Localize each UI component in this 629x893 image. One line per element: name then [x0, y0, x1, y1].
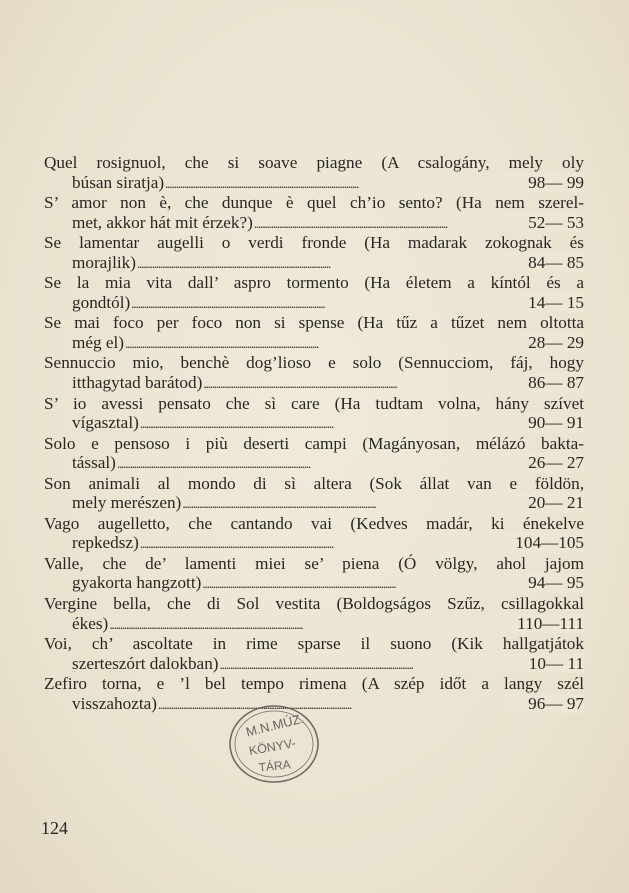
entry-title-line: Valle, che de’ lamenti miei se’ piena (Ó völgy, ahol jajom: [44, 553, 584, 573]
toc-entry-8: [44, 434, 584, 474]
toc-entry-4: [44, 273, 584, 313]
toc-entry-7: [44, 394, 584, 434]
page-number: 124: [41, 818, 68, 838]
entry-title-line: Zefiro torna, e ’l bel tempo rimena (A szép időt a langy szél: [44, 674, 584, 694]
table-of-contents: [44, 153, 584, 714]
entry-title-line: Quel rosignuol, che si soave piagne (A csalogány, mely oly: [44, 153, 584, 172]
toc-entry-12: [44, 594, 584, 634]
entry-page-range: 90— 91: [504, 413, 584, 433]
entry-title-continuation: még el) . . .: [72, 333, 317, 352]
toc-entry-10: [44, 514, 584, 554]
entry-page-range: 14— 15: [504, 293, 584, 313]
entry-title-line: Sennuccio mio, benchè dog’lioso e solo (Sennucciom, fáj, hogy: [44, 353, 584, 373]
entry-title-line: Voi, ch’ ascoltate in rime sparse il suono (Kik hallgatjátok: [44, 634, 584, 654]
stamp-text-top: M.N.MÚZ.: [244, 710, 306, 740]
entry-title-continuation: szerteszórt dalokban) . . .: [72, 654, 412, 673]
toc-entry-3: [44, 233, 584, 273]
entry-title-continuation: met, akkor hát mit érzek?) . . .: [72, 213, 446, 232]
toc-entry-1: [44, 153, 584, 193]
toc-entry-13: [44, 634, 584, 674]
toc-entry-11: [44, 554, 584, 594]
entry-page-range: 98— 99: [504, 173, 584, 193]
entry-title-line: Se mai foco per foco non si spense (Ha tűz a tűzet nem oltotta: [44, 313, 584, 333]
entry-title-continuation: morajlik) . . .: [72, 253, 329, 272]
entry-title-continuation: búsan siratja) . . .: [72, 173, 357, 192]
entry-page-range: 28— 29: [504, 333, 584, 353]
entry-title-continuation: ékes) . . .: [72, 614, 301, 633]
entry-title-line: Se la mia vita dall’ aspro tormento (Ha életem a kíntól és a: [44, 273, 584, 293]
entry-title-line: S’ amor non è, che dunque è quel ch’io sento? (Ha nem szerel-: [44, 193, 584, 213]
entry-page-range: 96— 97: [504, 694, 584, 714]
entry-title-line: Vergine bella, che di Sol vestita (Boldogságos Szűz, csillagokkal: [44, 594, 584, 614]
toc-entry-6: [44, 353, 584, 393]
entry-page-range: 26— 27: [504, 453, 584, 473]
entry-page-range: 94— 95: [504, 573, 584, 593]
entry-title-continuation: visszahozta) . . .: [72, 694, 350, 713]
entry-title-continuation: repkedsz) . . .: [72, 533, 332, 552]
entry-page-range: 110—111: [504, 614, 584, 634]
toc-entry-9: [44, 474, 584, 514]
entry-page-range: 10— 11: [504, 654, 584, 674]
entry-title-line: Vago augelletto, che cantando vai (Kedves madár, ki énekelve: [44, 513, 584, 533]
toc-entry-2: [44, 193, 584, 233]
library-stamp: [226, 703, 322, 785]
entry-title-continuation: gondtól) . . .: [72, 293, 323, 312]
entry-title-continuation: mely merészen) . . .: [72, 493, 374, 512]
entry-title-line: Solo e pensoso i più deserti campi (Magányosan, mélázó bakta-: [44, 433, 584, 453]
entry-title-line: Se lamentar augelli o verdi fronde (Ha madarak zokognak és: [44, 233, 584, 253]
entry-title-line: Son animali al mondo di sì altera (Sok állat van e földön,: [44, 473, 584, 493]
entry-page-range: 20— 21: [504, 493, 584, 513]
entry-title-continuation: tással) . . .: [72, 453, 309, 472]
entry-title-continuation: vígasztal) . . .: [72, 413, 332, 432]
entry-page-range: 104—105: [504, 533, 584, 553]
stamp-text-middle: KÖNYV-: [247, 736, 297, 759]
entry-page-range: 52— 53: [504, 213, 584, 233]
stamp-text-bottom: TÁRA: [257, 757, 292, 775]
entry-page-range: 84— 85: [504, 253, 584, 273]
entry-page-range: 86— 87: [504, 373, 584, 393]
entry-title-continuation: gyakorta hangzott) . . .: [72, 573, 395, 592]
entry-title-line: S’ io avessi pensato che sì care (Ha tudtam volna, hány szívet: [44, 393, 584, 413]
toc-entry-5: [44, 313, 584, 353]
entry-title-continuation: itthagytad barátod) . . .: [72, 373, 396, 392]
